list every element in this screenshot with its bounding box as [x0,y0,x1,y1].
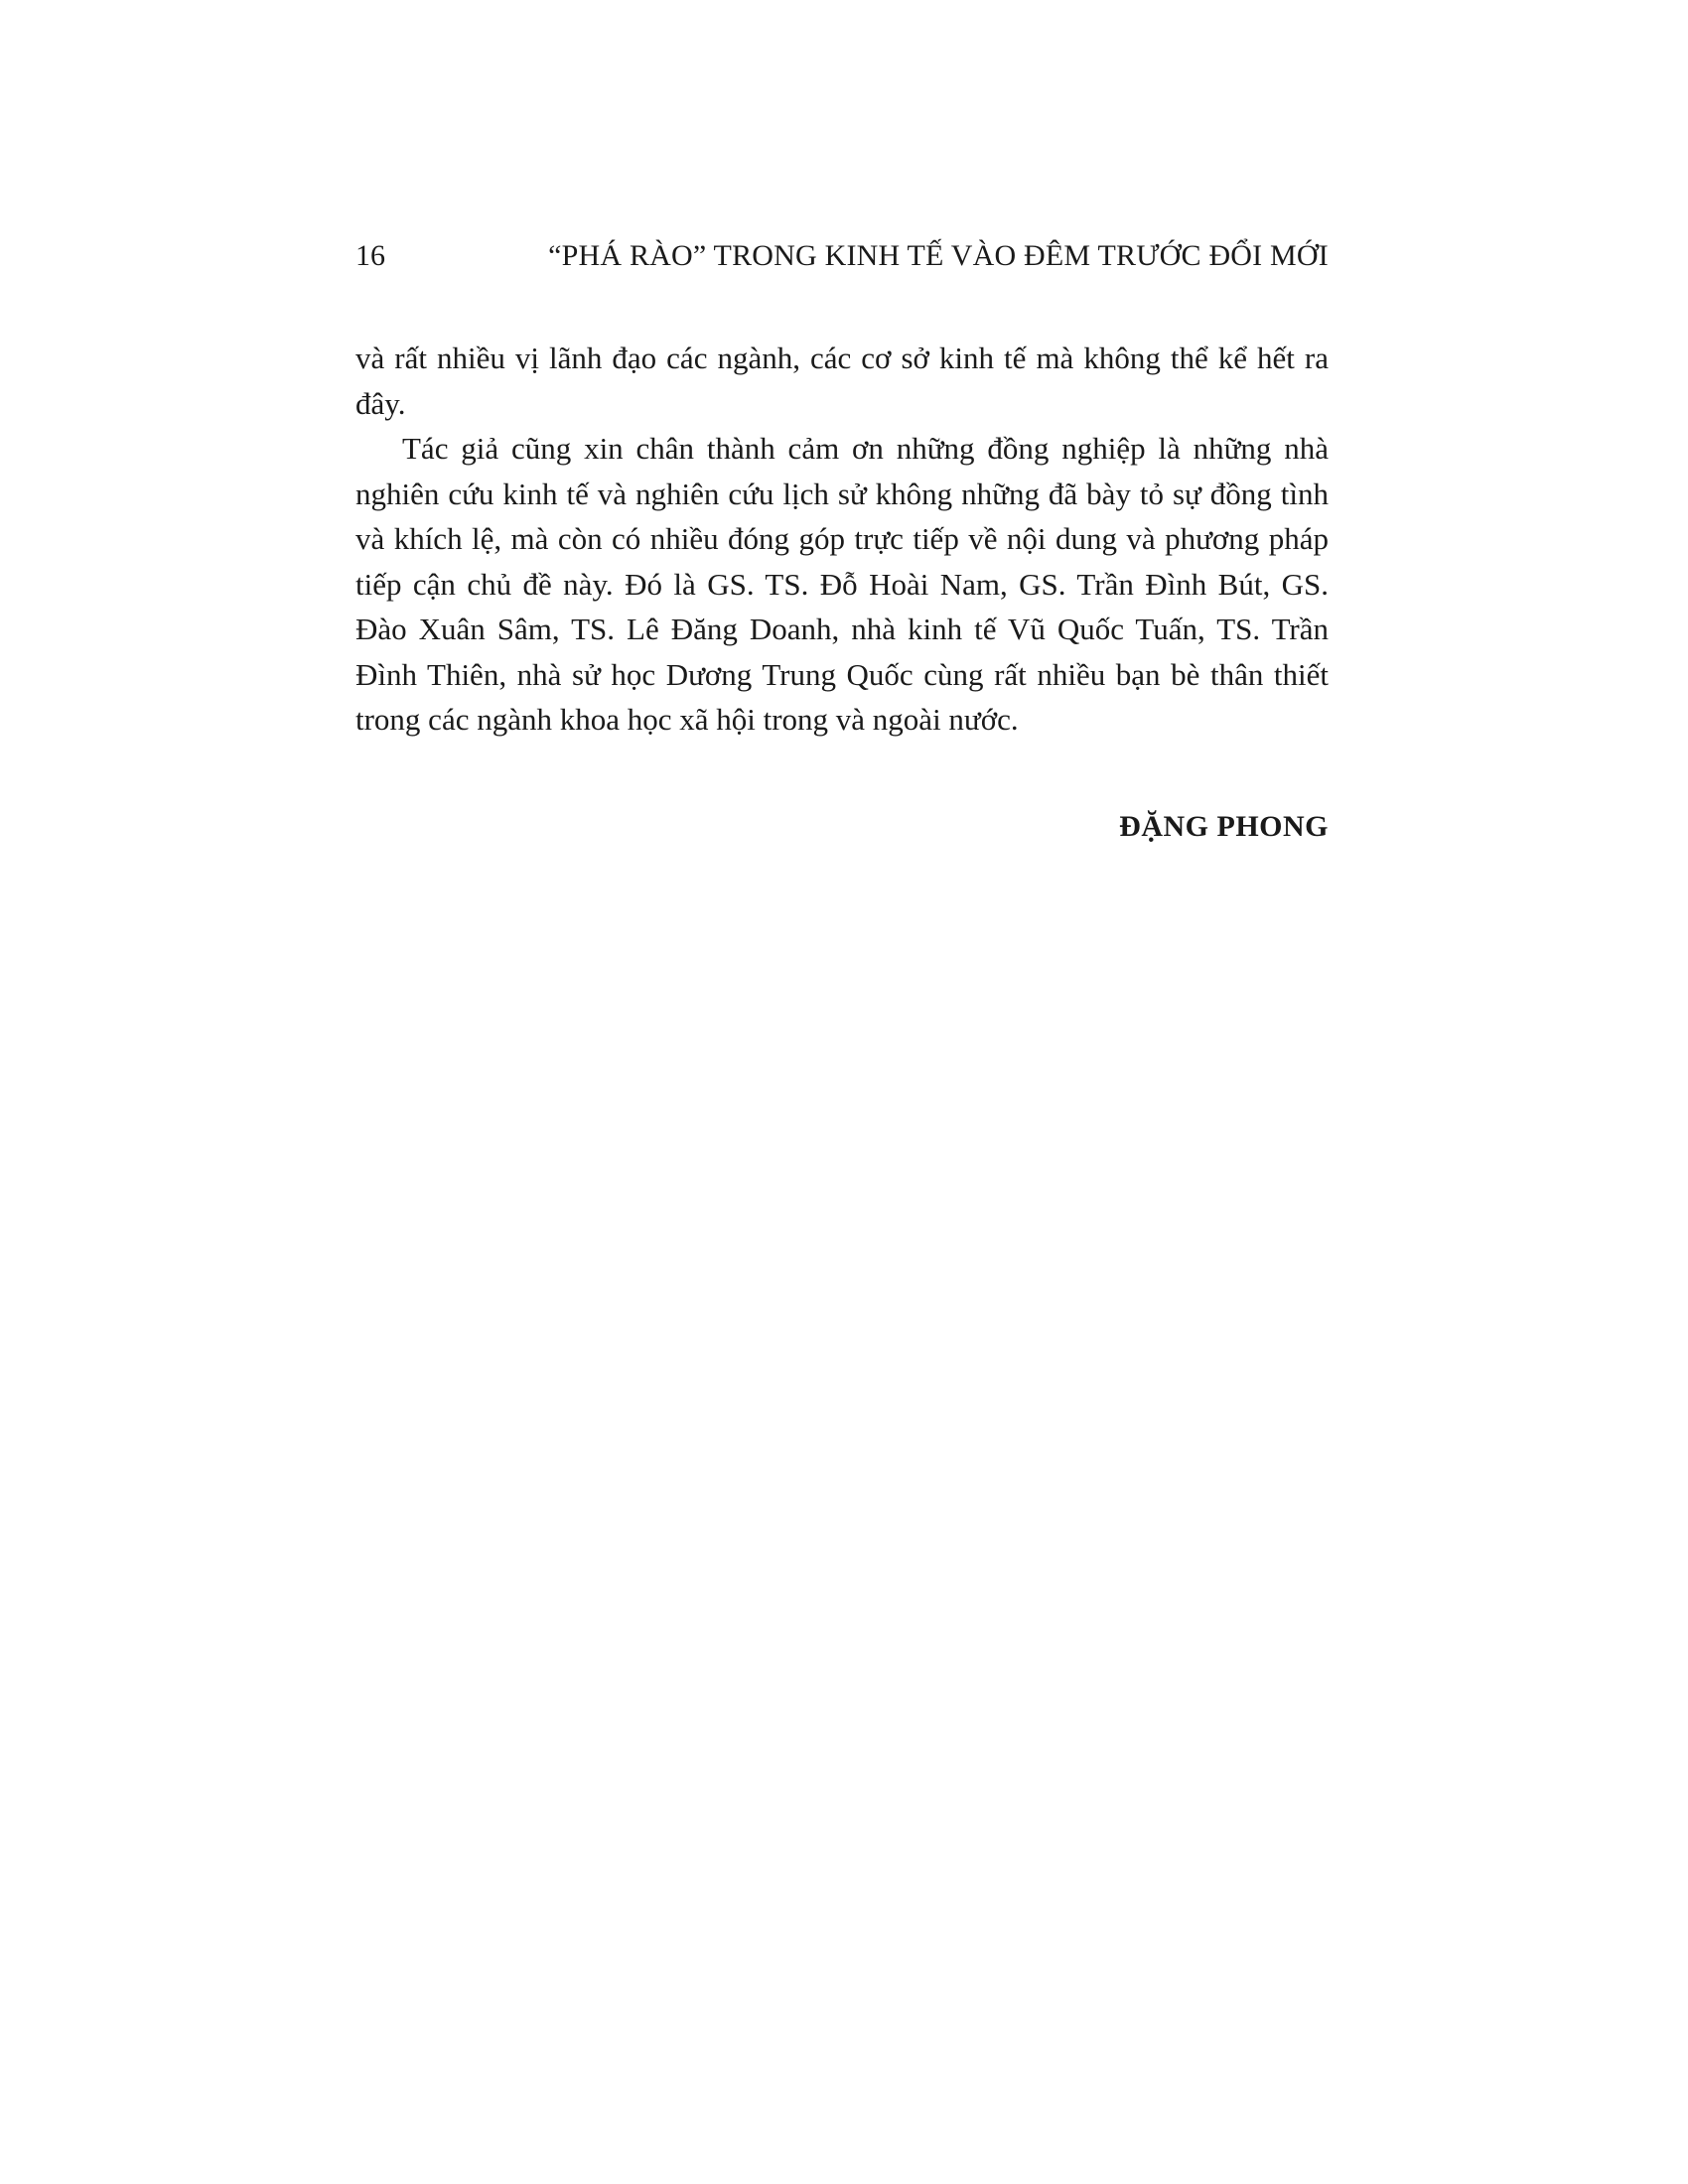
text-body [355,336,1329,743]
author-signature: ĐẶNG PHONG [1119,810,1329,843]
paragraph-continuation: và rất nhiều vị lãnh đạo các ngành, các cơ sở kinh tế mà không thể kể hết ra đây. [355,341,1329,421]
paragraph-acknowledgements: Tác giả cũng xin chân thành cảm ơn những đồng nghiệp là những nhà nghiên cứu kinh tế và nghiên cứu lịch sử không những đã bày tỏ sự đồng tình và khích lệ, mà còn có nhiều đóng góp trực tiếp về nội dung và phương pháp tiếp cận chủ đề này. Đó là GS. TS. Đỗ Hoài Nam, GS. Trần Đình Bút, GS. Đào Xuân Sâm, TS. Lê Đăng Doanh, nhà kinh tế Vũ Quốc Tuấn, TS. Trần Đình Thiên, nhà sử học Dương Trung Quốc cùng rất nhiều bạn bè thân thiết trong các ngành khoa học xã hội trong và ngoài nước. [355,431,1329,737]
running-title: “PHÁ RÀO” TRONG KINH TẾ VÀO ĐÊM TRƯỚC ĐỔI MỚI [548,239,1329,272]
page-number: 16 [355,239,385,272]
page-header [355,236,1329,276]
